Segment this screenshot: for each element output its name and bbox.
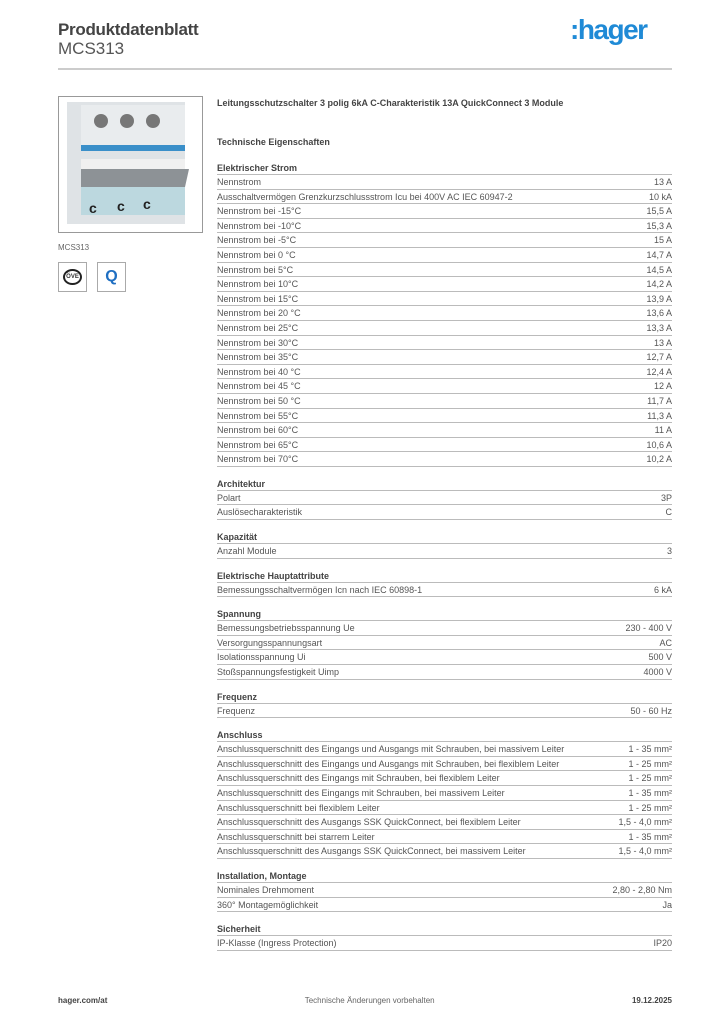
spec-label: Nennstrom bei 25°C — [217, 322, 299, 333]
section-title: Architektur — [217, 477, 672, 491]
spec-label: Nennstrom bei 15°C — [217, 293, 299, 304]
spec-label: Nennstrom bei 70°C — [217, 454, 299, 465]
spec-section — [217, 869, 672, 912]
spec-row — [217, 306, 672, 321]
spec-label: Nennstrom bei 55°C — [217, 410, 299, 421]
spec-row — [217, 175, 672, 190]
spec-value: 14,7 A — [646, 249, 672, 260]
spec-value: 14,2 A — [646, 279, 672, 290]
spec-label: Anschlussquerschnitt des Ausgangs SSK QuickConnect, bei flexiblem Leiter — [217, 817, 521, 828]
spec-label: Auslösecharakteristik — [217, 507, 303, 518]
spec-label: Bemessungsschaltvermögen Icn nach IEC 60898-1 — [217, 584, 423, 595]
spec-value: 13,9 A — [646, 293, 672, 304]
spec-value: 12,7 A — [646, 352, 672, 363]
svg-text:c: c — [89, 200, 97, 216]
spec-value: AC — [659, 637, 672, 648]
spec-value: 14,5 A — [646, 264, 672, 275]
spec-row — [217, 936, 672, 951]
spec-label: Nennstrom bei 60°C — [217, 425, 299, 436]
section-title: Installation, Montage — [217, 869, 672, 883]
spec-row — [217, 321, 672, 336]
spec-row — [217, 844, 672, 859]
spec-label: Nennstrom bei 30°C — [217, 337, 299, 348]
spec-row — [217, 423, 672, 438]
spec-label: Anzahl Module — [217, 546, 277, 557]
spec-value: 4000 V — [643, 667, 672, 678]
product-name: Leitungsschutzschalter 3 polig 6kA C-Charakteristik 13A QuickConnect 3 Module — [217, 98, 564, 108]
spec-value: 3 — [666, 546, 672, 557]
spec-row — [217, 704, 672, 719]
spec-label: Nennstrom bei 45 °C — [217, 381, 301, 392]
spec-row — [217, 786, 672, 801]
spec-label: Nennstrom bei 35°C — [217, 352, 299, 363]
spec-row — [217, 379, 672, 394]
spec-value: 10,6 A — [646, 439, 672, 450]
spec-value: 11,3 A — [647, 410, 672, 421]
section-title: Frequenz — [217, 690, 672, 704]
spec-label: Stoßspannungsfestigkeit Uimp — [217, 667, 340, 678]
spec-row — [217, 544, 672, 559]
spec-row — [217, 815, 672, 830]
svg-text:c: c — [143, 196, 151, 212]
spec-section — [217, 922, 672, 951]
spec-value: 12,4 A — [646, 366, 672, 377]
image-caption: MCS313 — [58, 243, 90, 252]
spec-value: Ja — [662, 899, 672, 910]
spec-label: Nennstrom bei 5°C — [217, 264, 294, 275]
ove-cert-icon: ÖVE — [58, 262, 87, 292]
spec-row — [217, 336, 672, 351]
section-title: Spannung — [217, 607, 672, 621]
spec-value: 10,2 A — [646, 454, 672, 465]
spec-label: Nennstrom bei -5°C — [217, 235, 297, 246]
spec-label: Nennstrom bei 65°C — [217, 439, 299, 450]
spec-label: Anschlussquerschnitt des Ausgangs SSK QuickConnect, bei massivem Leiter — [217, 846, 526, 857]
spec-section — [217, 607, 672, 679]
spec-value: 13,6 A — [646, 308, 672, 319]
spec-row — [217, 665, 672, 680]
spec-row — [217, 898, 672, 913]
spec-section — [217, 690, 672, 719]
hager-logo: :hager — [570, 14, 647, 45]
spec-label: Anschlussquerschnitt des Eingangs mit Schrauben, bei flexiblem Leiter — [217, 773, 500, 784]
header-divider — [58, 68, 672, 70]
spec-value: 50 - 60 Hz — [630, 705, 672, 716]
spec-row — [217, 409, 672, 424]
section-title: Elektrischer Strom — [217, 161, 672, 175]
spec-label: Anschlussquerschnitt bei starrem Leiter — [217, 831, 375, 842]
spec-content — [217, 96, 672, 951]
spec-label: IP-Klasse (Ingress Protection) — [217, 938, 337, 949]
spec-value: 1,5 - 4,0 mm² — [618, 817, 672, 828]
spec-row — [217, 830, 672, 845]
spec-label: Nennstrom bei 0 °C — [217, 249, 296, 260]
spec-value: 11 A — [654, 425, 672, 436]
spec-value: 1,5 - 4,0 mm² — [618, 846, 672, 857]
spec-row — [217, 621, 672, 636]
spec-label: Nennstrom bei -15°C — [217, 206, 302, 217]
spec-row — [217, 248, 672, 263]
spec-row — [217, 491, 672, 506]
spec-value: C — [665, 507, 672, 518]
spec-label: Versorgungsspannungsart — [217, 637, 323, 648]
spec-label: Anschlussquerschnitt bei flexiblem Leiter — [217, 802, 380, 813]
spec-section — [217, 530, 672, 559]
product-image — [58, 96, 203, 233]
spec-row — [217, 219, 672, 234]
section-title: Anschluss — [217, 728, 672, 742]
spec-row — [217, 350, 672, 365]
spec-label: Polart — [217, 492, 241, 503]
spec-value: 500 V — [648, 652, 672, 663]
page-title: Produktdatenblatt — [58, 20, 199, 39]
spec-row — [217, 757, 672, 772]
spec-label: Bemessungsbetriebsspannung Ue — [217, 623, 355, 634]
svg-text:c: c — [117, 198, 125, 214]
spec-label: 360° Montagemöglichkeit — [217, 899, 319, 910]
spec-value: 1 - 25 mm² — [628, 773, 672, 784]
spec-value: 3P — [660, 492, 672, 503]
spec-row — [217, 801, 672, 816]
spec-label: Frequenz — [217, 705, 256, 716]
quality-cert-icon: Q — [97, 262, 126, 292]
spec-label: Nominales Drehmoment — [217, 884, 315, 895]
spec-value: IP20 — [653, 938, 672, 949]
spec-row — [217, 883, 672, 898]
footer — [58, 996, 672, 1005]
spec-row — [217, 394, 672, 409]
spec-value: 1 - 35 mm² — [628, 831, 672, 842]
product-code: MCS313 — [58, 39, 125, 58]
spec-label: Nennstrom bei 40 °C — [217, 366, 301, 377]
spec-label: Nennstrom bei 10°C — [217, 279, 299, 290]
spec-value: 12 A — [653, 381, 672, 392]
spec-row — [217, 204, 672, 219]
spec-value: 6 kA — [653, 584, 672, 595]
spec-row — [217, 277, 672, 292]
spec-row — [217, 292, 672, 307]
spec-row — [217, 771, 672, 786]
tech-heading: Technische Eigenschaften — [217, 137, 330, 147]
footer-date: 19.12.2025 — [631, 996, 672, 1005]
spec-value: 230 - 400 V — [625, 623, 672, 634]
footer-note: Technische Änderungen vorbehalten — [304, 996, 435, 1005]
spec-label: Anschlussquerschnitt des Eingangs und Ausgangs mit Schrauben, bei flexiblem Leiter — [217, 758, 560, 769]
spec-value: 15,5 A — [646, 206, 672, 217]
spec-row — [217, 365, 672, 380]
spec-label: Nennstrom — [217, 177, 262, 187]
spec-row — [217, 742, 672, 757]
spec-section — [217, 161, 672, 467]
spec-label: Nennstrom bei 20 °C — [217, 308, 301, 319]
spec-value: 1 - 35 mm² — [628, 744, 672, 755]
spec-row — [217, 505, 672, 520]
spec-row — [217, 438, 672, 453]
spec-section — [217, 728, 672, 859]
spec-label: Anschlussquerschnitt des Eingangs und Ausgangs mit Schrauben, bei massivem Leiter — [217, 744, 565, 755]
spec-row — [217, 233, 672, 248]
spec-value: 10 kA — [648, 191, 672, 202]
footer-website[interactable]: hager.com/at — [58, 996, 108, 1005]
spec-value: 2,80 - 2,80 Nm — [612, 884, 672, 895]
section-title: Sicherheit — [217, 922, 672, 936]
spec-label: Isolationsspannung Ui — [217, 652, 306, 663]
spec-value: 1 - 35 mm² — [628, 788, 672, 798]
spec-label: Ausschaltvermögen Grenzkurzschlussstrom Icu bei 400V AC IEC 60947-2 — [217, 191, 513, 202]
spec-value: 15,3 A — [646, 220, 672, 231]
spec-row — [217, 190, 672, 205]
spec-label: Nennstrom bei 50 °C — [217, 395, 301, 406]
spec-row — [217, 583, 672, 598]
spec-value: 13,3 A — [646, 322, 672, 333]
spec-value: 1 - 25 mm² — [628, 758, 672, 769]
spec-value: 15 A — [653, 235, 672, 246]
spec-row — [217, 452, 672, 467]
spec-section — [217, 569, 672, 598]
spec-value: 13 A — [653, 337, 672, 348]
spec-label: Anschlussquerschnitt des Eingangs mit Schrauben, bei massivem Leiter — [217, 788, 505, 798]
spec-row — [217, 650, 672, 665]
spec-value: 13 A — [653, 177, 672, 187]
spec-value: 1 - 25 mm² — [628, 802, 672, 813]
spec-label: Nennstrom bei -10°C — [217, 220, 302, 231]
section-title: Kapazität — [217, 530, 672, 544]
section-title: Elektrische Hauptattribute — [217, 569, 672, 583]
spec-row — [217, 263, 672, 278]
spec-value: 11,7 A — [647, 395, 672, 406]
spec-section — [217, 477, 672, 520]
spec-row — [217, 636, 672, 651]
